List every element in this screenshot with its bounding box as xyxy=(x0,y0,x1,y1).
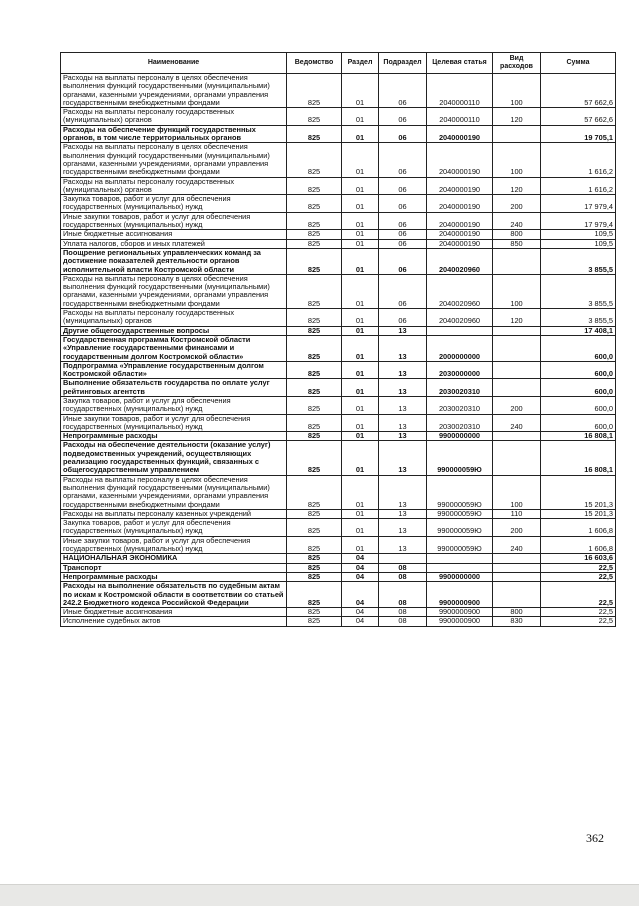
cell-name: Расходы на выплаты персоналу в целях обеспечения выполнения функций государственными (муниципальными) органами, казенными учреждениями, органами управления государственными внебюджетными фондами xyxy=(61,74,287,108)
cell-expense-type xyxy=(493,125,541,143)
cell-expense-type: 200 xyxy=(493,519,541,537)
table-row xyxy=(61,396,616,414)
cell-podrazdel: 06 xyxy=(379,212,427,230)
cell-podrazdel: 13 xyxy=(379,379,427,397)
cell-name: Закупка товаров, работ и услуг для обеспечения государственных (муниципальных) нужд xyxy=(61,396,287,414)
cell-expense-type xyxy=(493,335,541,361)
cell-name: Государственная программа Костромской области «Управление государственными финансами и государственным долгом Костромской области» xyxy=(61,335,287,361)
cell-target-article: 2040000110 xyxy=(427,108,493,126)
cell-podrazdel: 06 xyxy=(379,248,427,274)
cell-vedomstvo: 825 xyxy=(287,309,342,327)
cell-vedomstvo: 825 xyxy=(287,125,342,143)
cell-razdel: 01 xyxy=(342,108,379,126)
cell-vedomstvo: 825 xyxy=(287,563,342,572)
table-row xyxy=(61,475,616,509)
cell-podrazdel: 13 xyxy=(379,475,427,509)
cell-vedomstvo: 825 xyxy=(287,248,342,274)
table-row xyxy=(61,274,616,308)
cell-expense-type: 100 xyxy=(493,74,541,108)
table-row xyxy=(61,572,616,581)
cell-vedomstvo: 825 xyxy=(287,509,342,518)
cell-expense-type: 240 xyxy=(493,414,541,432)
cell-podrazdel: 13 xyxy=(379,335,427,361)
cell-podrazdel: 08 xyxy=(379,582,427,608)
cell-expense-type xyxy=(493,572,541,581)
cell-name: НАЦИОНАЛЬНАЯ ЭКОНОМИКА xyxy=(61,554,287,563)
cell-expense-type xyxy=(493,361,541,379)
cell-target-article: 2040000190 xyxy=(427,195,493,213)
table-row xyxy=(61,248,616,274)
cell-sum: 57 662,6 xyxy=(541,108,616,126)
cell-vedomstvo: 825 xyxy=(287,379,342,397)
cell-sum: 15 201,3 xyxy=(541,509,616,518)
cell-sum: 600,0 xyxy=(541,361,616,379)
cell-sum: 17 979,4 xyxy=(541,212,616,230)
header-sum: Сумма xyxy=(541,53,616,74)
cell-target-article: 9900000000 xyxy=(427,432,493,441)
cell-razdel: 01 xyxy=(342,361,379,379)
cell-sum: 17 979,4 xyxy=(541,195,616,213)
cell-target-article: 2040000190 xyxy=(427,239,493,248)
cell-expense-type: 120 xyxy=(493,177,541,195)
cell-vedomstvo: 825 xyxy=(287,74,342,108)
cell-target-article: 990000059Ю xyxy=(427,441,493,475)
cell-podrazdel: 08 xyxy=(379,608,427,617)
cell-vedomstvo: 825 xyxy=(287,608,342,617)
cell-vedomstvo: 825 xyxy=(287,230,342,239)
cell-vedomstvo: 825 xyxy=(287,335,342,361)
cell-target-article: 9900000900 xyxy=(427,617,493,626)
cell-expense-type xyxy=(493,379,541,397)
cell-vedomstvo: 825 xyxy=(287,414,342,432)
header-target-article: Целевая статья xyxy=(427,53,493,74)
table-row xyxy=(61,582,616,608)
cell-expense-type: 200 xyxy=(493,396,541,414)
cell-name: Непрограммные расходы xyxy=(61,572,287,581)
cell-podrazdel: 06 xyxy=(379,195,427,213)
cell-target-article: 990000059Ю xyxy=(427,509,493,518)
cell-vedomstvo: 825 xyxy=(287,396,342,414)
cell-podrazdel: 06 xyxy=(379,239,427,248)
cell-sum: 1 616,2 xyxy=(541,177,616,195)
cell-sum: 1 616,2 xyxy=(541,143,616,177)
cell-sum: 57 662,6 xyxy=(541,74,616,108)
table-row xyxy=(61,177,616,195)
table-row xyxy=(61,554,616,563)
cell-target-article: 2030020310 xyxy=(427,414,493,432)
cell-razdel: 01 xyxy=(342,74,379,108)
cell-razdel: 04 xyxy=(342,563,379,572)
cell-target-article: 2040020960 xyxy=(427,309,493,327)
cell-sum: 16 808,1 xyxy=(541,441,616,475)
cell-expense-type xyxy=(493,248,541,274)
table-row xyxy=(61,361,616,379)
cell-expense-type xyxy=(493,326,541,335)
cell-target-article: 2000000000 xyxy=(427,335,493,361)
cell-expense-type xyxy=(493,554,541,563)
cell-podrazdel: 13 xyxy=(379,536,427,554)
cell-podrazdel: 06 xyxy=(379,74,427,108)
cell-expense-type: 830 xyxy=(493,617,541,626)
table-row xyxy=(61,563,616,572)
cell-vedomstvo: 825 xyxy=(287,554,342,563)
cell-sum: 3 855,5 xyxy=(541,309,616,327)
cell-podrazdel: 13 xyxy=(379,519,427,537)
cell-vedomstvo: 825 xyxy=(287,239,342,248)
cell-razdel: 01 xyxy=(342,379,379,397)
cell-name: Иные бюджетные ассигнования xyxy=(61,230,287,239)
cell-target-article: 2040000190 xyxy=(427,230,493,239)
cell-vedomstvo: 825 xyxy=(287,432,342,441)
cell-razdel: 01 xyxy=(342,519,379,537)
table-row xyxy=(61,379,616,397)
table-row xyxy=(61,536,616,554)
cell-podrazdel: 06 xyxy=(379,108,427,126)
cell-name: Иные закупки товаров, работ и услуг для обеспечения государственных (муниципальных) нужд xyxy=(61,414,287,432)
table-header-row xyxy=(61,53,616,74)
table-row xyxy=(61,230,616,239)
cell-sum: 22,5 xyxy=(541,572,616,581)
cell-name: Транспорт xyxy=(61,563,287,572)
cell-razdel: 01 xyxy=(342,195,379,213)
table-row xyxy=(61,212,616,230)
cell-name: Иные закупки товаров, работ и услуг для обеспечения государственных (муниципальных) нужд xyxy=(61,212,287,230)
cell-podrazdel: 13 xyxy=(379,441,427,475)
cell-vedomstvo: 825 xyxy=(287,475,342,509)
cell-expense-type xyxy=(493,441,541,475)
cell-name: Поощрение региональных управленческих команд за достижение показателей деятельности органов исполнительной власти Костромской области xyxy=(61,248,287,274)
table-row xyxy=(61,617,616,626)
cell-expense-type: 120 xyxy=(493,108,541,126)
cell-expense-type xyxy=(493,563,541,572)
cell-sum: 600,0 xyxy=(541,414,616,432)
cell-name: Иные закупки товаров, работ и услуг для обеспечения государственных (муниципальных) нужд xyxy=(61,536,287,554)
cell-podrazdel: 06 xyxy=(379,274,427,308)
cell-sum: 22,5 xyxy=(541,608,616,617)
cell-target-article: 2040000190 xyxy=(427,177,493,195)
header-podrazdel: Подраздел xyxy=(379,53,427,74)
cell-name: Расходы на обеспечение деятельности (оказание услуг) подведомственных учреждений, осуществляющих реализацию государственных функций, связанных с общегосударственным управлением xyxy=(61,441,287,475)
cell-expense-type: 240 xyxy=(493,212,541,230)
cell-podrazdel: 08 xyxy=(379,572,427,581)
header-expense-type: Вид расходов xyxy=(493,53,541,74)
cell-target-article: 990000059Ю xyxy=(427,519,493,537)
cell-sum: 15 201,3 xyxy=(541,475,616,509)
cell-podrazdel: 06 xyxy=(379,230,427,239)
cell-target-article: 2030020310 xyxy=(427,396,493,414)
table-row xyxy=(61,519,616,537)
cell-vedomstvo: 825 xyxy=(287,361,342,379)
cell-podrazdel: 08 xyxy=(379,617,427,626)
cell-vedomstvo: 825 xyxy=(287,536,342,554)
cell-name: Расходы на выплаты персоналу в целях обеспечения выполнения функций государственными (муниципальными) органами, казенными учреждениями, органами управления государственными внебюджетными фондами xyxy=(61,475,287,509)
cell-vedomstvo: 825 xyxy=(287,572,342,581)
cell-podrazdel: 06 xyxy=(379,309,427,327)
cell-target-article: 9900000900 xyxy=(427,582,493,608)
cell-target-article: 2040020960 xyxy=(427,274,493,308)
cell-razdel: 01 xyxy=(342,509,379,518)
table-row xyxy=(61,195,616,213)
cell-expense-type: 100 xyxy=(493,143,541,177)
cell-sum: 1 606,8 xyxy=(541,519,616,537)
cell-target-article: 2040000190 xyxy=(427,125,493,143)
cell-razdel: 01 xyxy=(342,536,379,554)
cell-expense-type: 200 xyxy=(493,195,541,213)
cell-podrazdel: 08 xyxy=(379,563,427,572)
cell-target-article: 9900000000 xyxy=(427,572,493,581)
cell-sum: 17 408,1 xyxy=(541,326,616,335)
cell-razdel: 01 xyxy=(342,335,379,361)
cell-name: Расходы на обеспечение функций государственных органов, в том числе территориальных органов xyxy=(61,125,287,143)
cell-vedomstvo: 825 xyxy=(287,274,342,308)
table-row xyxy=(61,143,616,177)
cell-sum: 1 606,8 xyxy=(541,536,616,554)
cell-expense-type: 100 xyxy=(493,274,541,308)
cell-vedomstvo: 825 xyxy=(287,195,342,213)
cell-sum: 16 808,1 xyxy=(541,432,616,441)
cell-razdel: 01 xyxy=(342,230,379,239)
cell-razdel: 04 xyxy=(342,608,379,617)
cell-name: Расходы на выплаты персоналу государственных (муниципальных) органов xyxy=(61,177,287,195)
cell-target-article xyxy=(427,326,493,335)
table-row xyxy=(61,125,616,143)
cell-expense-type: 800 xyxy=(493,608,541,617)
cell-podrazdel: 06 xyxy=(379,125,427,143)
cell-expense-type: 100 xyxy=(493,475,541,509)
table-row xyxy=(61,414,616,432)
cell-vedomstvo: 825 xyxy=(287,617,342,626)
header-vedomstvo: Ведомство xyxy=(287,53,342,74)
cell-podrazdel: 13 xyxy=(379,326,427,335)
cell-vedomstvo: 825 xyxy=(287,326,342,335)
cell-razdel: 01 xyxy=(342,248,379,274)
table-row xyxy=(61,335,616,361)
cell-podrazdel: 13 xyxy=(379,509,427,518)
cell-razdel: 01 xyxy=(342,309,379,327)
cell-name: Расходы на выполнение обязательств по судебным актам по искам к Костромской области в соответствии со статьей 242.2 Бюджетного кодекса Российской Федерации xyxy=(61,582,287,608)
cell-expense-type: 850 xyxy=(493,239,541,248)
cell-vedomstvo: 825 xyxy=(287,212,342,230)
cell-sum: 109,5 xyxy=(541,239,616,248)
cell-podrazdel: 13 xyxy=(379,432,427,441)
table-row xyxy=(61,309,616,327)
cell-razdel: 01 xyxy=(342,475,379,509)
cell-razdel: 01 xyxy=(342,177,379,195)
cell-target-article: 2030020310 xyxy=(427,379,493,397)
cell-vedomstvo: 825 xyxy=(287,441,342,475)
cell-sum: 3 855,5 xyxy=(541,274,616,308)
cell-name: Иные бюджетные ассигнования xyxy=(61,608,287,617)
cell-expense-type xyxy=(493,432,541,441)
cell-target-article: 990000059Ю xyxy=(427,536,493,554)
table-row xyxy=(61,326,616,335)
cell-sum: 22,5 xyxy=(541,617,616,626)
cell-name: Закупка товаров, работ и услуг для обеспечения государственных (муниципальных) нужд xyxy=(61,519,287,537)
cell-podrazdel: 13 xyxy=(379,396,427,414)
cell-sum: 600,0 xyxy=(541,379,616,397)
cell-sum: 109,5 xyxy=(541,230,616,239)
cell-podrazdel: 13 xyxy=(379,414,427,432)
table-row xyxy=(61,74,616,108)
cell-razdel: 01 xyxy=(342,212,379,230)
cell-name: Подпрограмма «Управление государственным долгом Костромской области» xyxy=(61,361,287,379)
cell-expense-type: 240 xyxy=(493,536,541,554)
cell-razdel: 01 xyxy=(342,432,379,441)
cell-name: Закупка товаров, работ и услуг для обеспечения государственных (муниципальных) нужд xyxy=(61,195,287,213)
cell-name: Уплата налогов, сборов и иных платежей xyxy=(61,239,287,248)
table-row xyxy=(61,432,616,441)
table-row xyxy=(61,108,616,126)
cell-name: Расходы на выплаты персоналу государственных (муниципальных) органов xyxy=(61,108,287,126)
bottom-strip xyxy=(0,884,639,906)
cell-vedomstvo: 825 xyxy=(287,582,342,608)
cell-razdel: 04 xyxy=(342,582,379,608)
cell-razdel: 01 xyxy=(342,326,379,335)
cell-sum: 22,5 xyxy=(541,582,616,608)
cell-name: Другие общегосударственные вопросы xyxy=(61,326,287,335)
cell-razdel: 01 xyxy=(342,143,379,177)
cell-podrazdel: 06 xyxy=(379,143,427,177)
cell-name: Расходы на выплаты персоналу казенных учреждений xyxy=(61,509,287,518)
table-row xyxy=(61,441,616,475)
cell-vedomstvo: 825 xyxy=(287,108,342,126)
cell-sum: 22,5 xyxy=(541,563,616,572)
cell-target-article: 2040000190 xyxy=(427,143,493,177)
cell-name: Выполнение обязательств государства по оплате услуг рейтинговых агентств xyxy=(61,379,287,397)
cell-sum: 600,0 xyxy=(541,396,616,414)
cell-razdel: 01 xyxy=(342,414,379,432)
cell-sum: 600,0 xyxy=(541,335,616,361)
cell-target-article: 9900000900 xyxy=(427,608,493,617)
table-body xyxy=(61,74,616,627)
cell-expense-type: 800 xyxy=(493,230,541,239)
table-row xyxy=(61,239,616,248)
cell-target-article xyxy=(427,554,493,563)
cell-expense-type: 110 xyxy=(493,509,541,518)
cell-target-article: 2040020960 xyxy=(427,248,493,274)
cell-target-article: 990000059Ю xyxy=(427,475,493,509)
header-razdel: Раздел xyxy=(342,53,379,74)
cell-vedomstvo: 825 xyxy=(287,177,342,195)
cell-razdel: 04 xyxy=(342,617,379,626)
cell-razdel: 01 xyxy=(342,396,379,414)
header-name: Наименование xyxy=(61,53,287,74)
cell-name: Непрограммные расходы xyxy=(61,432,287,441)
cell-expense-type xyxy=(493,582,541,608)
cell-podrazdel: 13 xyxy=(379,361,427,379)
cell-target-article: 2040000110 xyxy=(427,74,493,108)
cell-name: Расходы на выплаты персоналу в целях обеспечения выполнения функций государственными (муниципальными) органами, казенными учреждениями, органами управления государственными внебюджетными фондами xyxy=(61,143,287,177)
cell-name: Расходы на выплаты персоналу государственных (муниципальных) органов xyxy=(61,309,287,327)
cell-sum: 16 603,6 xyxy=(541,554,616,563)
table-row xyxy=(61,608,616,617)
cell-podrazdel: 06 xyxy=(379,177,427,195)
cell-razdel: 01 xyxy=(342,441,379,475)
cell-target-article: 2030000000 xyxy=(427,361,493,379)
cell-vedomstvo: 825 xyxy=(287,143,342,177)
page-number: 362 xyxy=(586,831,604,845)
cell-razdel: 04 xyxy=(342,554,379,563)
cell-razdel: 01 xyxy=(342,239,379,248)
cell-vedomstvo: 825 xyxy=(287,519,342,537)
cell-name: Исполнение судебных актов xyxy=(61,617,287,626)
cell-podrazdel xyxy=(379,554,427,563)
cell-razdel: 01 xyxy=(342,125,379,143)
cell-sum: 19 705,1 xyxy=(541,125,616,143)
cell-target-article xyxy=(427,563,493,572)
cell-target-article: 2040000190 xyxy=(427,212,493,230)
table-row xyxy=(61,509,616,518)
cell-name: Расходы на выплаты персоналу в целях обеспечения выполнения функций государственными (муниципальными) органами, казенными учреждениями, органами управления государственными внебюджетными фондами xyxy=(61,274,287,308)
cell-sum: 3 855,5 xyxy=(541,248,616,274)
cell-expense-type: 120 xyxy=(493,309,541,327)
budget-table xyxy=(60,52,616,627)
cell-razdel: 04 xyxy=(342,572,379,581)
cell-razdel: 01 xyxy=(342,274,379,308)
